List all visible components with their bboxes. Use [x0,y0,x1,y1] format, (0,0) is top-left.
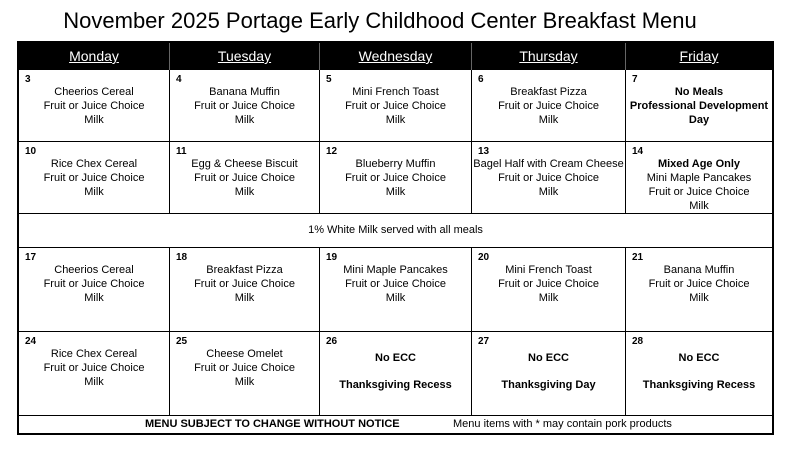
day-number: 28 [632,336,644,347]
menu-line: Breakfast Pizza [206,264,283,276]
menu-line: Fruit or Juice Choice [194,278,295,290]
day-header-wednesday: Wednesday [320,43,472,70]
day-cell [170,70,320,142]
menu-line: Blueberry Muffin [355,158,436,170]
day-cell [472,332,626,416]
day-cell [19,142,170,214]
menu-line: No Meals [674,86,724,98]
menu-line: Fruit or Juice Choice [194,172,295,184]
day-header-monday: Monday [19,43,170,70]
menu-line: Milk [689,292,709,304]
menu-line: Egg & Cheese Biscuit [191,158,298,170]
day-cell [472,70,626,142]
weekday-header [19,43,772,70]
menu-line: Rice Chex Cereal [50,348,138,360]
pork-notice: Menu items with * may contain pork products [453,418,672,430]
menu-line: Bagel Half with Cream Cheese [473,158,624,170]
day-number: 19 [326,252,338,263]
day-number: 20 [478,252,490,263]
menu-line: Fruit or Juice Choice [498,172,599,184]
menu-line: Mini Maple Pancakes [646,172,752,184]
menu-line: Milk [234,292,255,304]
menu-line: Milk [234,186,255,198]
menu-line: Fruit or Juice Choice [43,100,145,112]
menu-line: Mini Maple Pancakes [343,264,448,276]
menu-line: Milk [538,292,559,304]
day-cell [472,248,626,332]
change-notice: MENU SUBJECT TO CHANGE WITHOUT NOTICE [145,418,400,430]
menu-calendar [17,41,774,435]
day-cell [19,70,170,142]
menu-line: No ECC [528,352,569,364]
day-number: 13 [478,146,490,157]
menu-line: Milk [689,200,709,212]
day-number: 27 [478,336,490,347]
menu-line: Rice Chex Cereal [50,158,138,170]
menu-line: Thanksgiving Recess [642,379,756,391]
day-cell [626,142,772,214]
menu-line: Milk [234,114,255,126]
day-number: 12 [326,146,338,157]
menu-line: Mini French Toast [352,86,439,98]
menu-line: Milk [84,292,104,304]
menu-line: Fruit or Juice Choice [43,278,145,290]
menu-line: Breakfast Pizza [510,86,587,98]
day-number: 18 [176,252,188,263]
menu-line: Milk [84,186,104,198]
menu-line: Milk [84,114,104,126]
menu-line: Milk [385,292,406,304]
day-number: 7 [632,74,638,85]
menu-line: Banana Muffin [663,264,735,276]
day-cell [320,70,472,142]
menu-line: Thanksgiving Recess [339,379,452,391]
day-cell [320,332,472,416]
day-number: 11 [176,146,187,157]
menu-line: Banana Muffin [209,86,280,98]
day-cell [170,332,320,416]
menu-line: Thanksgiving Day [501,379,596,391]
menu-line: Fruit or Juice Choice [648,186,750,198]
day-cell [19,332,170,416]
day-cell [626,248,772,332]
day-cell [320,248,472,332]
menu-line: Mixed Age Only [657,158,741,170]
day-cell [170,248,320,332]
day-number: 6 [478,74,484,85]
menu-line: Fruit or Juice Choice [345,278,446,290]
menu-line: No ECC [375,352,416,364]
menu-line: Fruit or Juice Choice [43,172,145,184]
menu-line: Day [688,114,710,126]
menu-line: Cheese Omelet [206,348,283,360]
menu-line: Fruit or Juice Choice [648,278,750,290]
menu-line: Fruit or Juice Choice [345,172,446,184]
day-number: 10 [25,146,37,157]
menu-line: Milk [385,114,406,126]
milk-note: 1% White Milk served with all meals [19,214,772,248]
day-number: 4 [176,74,182,85]
menu-line: No ECC [678,352,720,364]
menu-line: Cheerios Cereal [54,86,134,98]
day-cell [472,142,626,214]
menu-line: Milk [84,376,104,388]
menu-line: Fruit or Juice Choice [498,278,599,290]
day-cell [626,70,772,142]
menu-line: Fruit or Juice Choice [43,362,145,374]
menu-line: Fruit or Juice Choice [498,100,599,112]
menu-line: Fruit or Juice Choice [194,362,295,374]
day-number: 5 [326,74,332,85]
day-cell [19,248,170,332]
menu-line: Milk [538,186,559,198]
menu-line: Mini French Toast [505,264,592,276]
day-header-thursday: Thursday [472,43,626,70]
day-number: 21 [632,252,644,263]
menu-line: Milk [234,376,255,388]
menu-line: Cheerios Cereal [54,264,134,276]
menu-footer [19,416,772,433]
menu-line: Fruit or Juice Choice [194,100,295,112]
day-number: 26 [326,336,338,347]
menu-line: Milk [538,114,559,126]
day-cell [170,142,320,214]
day-number: 3 [25,74,31,85]
page-title: November 2025 Portage Early Childhood Center Breakfast Menu [63,8,697,33]
day-header-friday: Friday [679,48,719,64]
day-number: 24 [25,336,37,347]
day-number: 17 [25,252,37,263]
day-number: 14 [632,146,644,157]
menu-line: Fruit or Juice Choice [345,100,446,112]
day-number: 25 [176,336,188,347]
day-header-tuesday: Tuesday [170,43,320,70]
day-cell [626,332,772,416]
menu-line: Professional Development [629,100,769,112]
menu-line: Milk [385,186,406,198]
day-cell [320,142,472,214]
